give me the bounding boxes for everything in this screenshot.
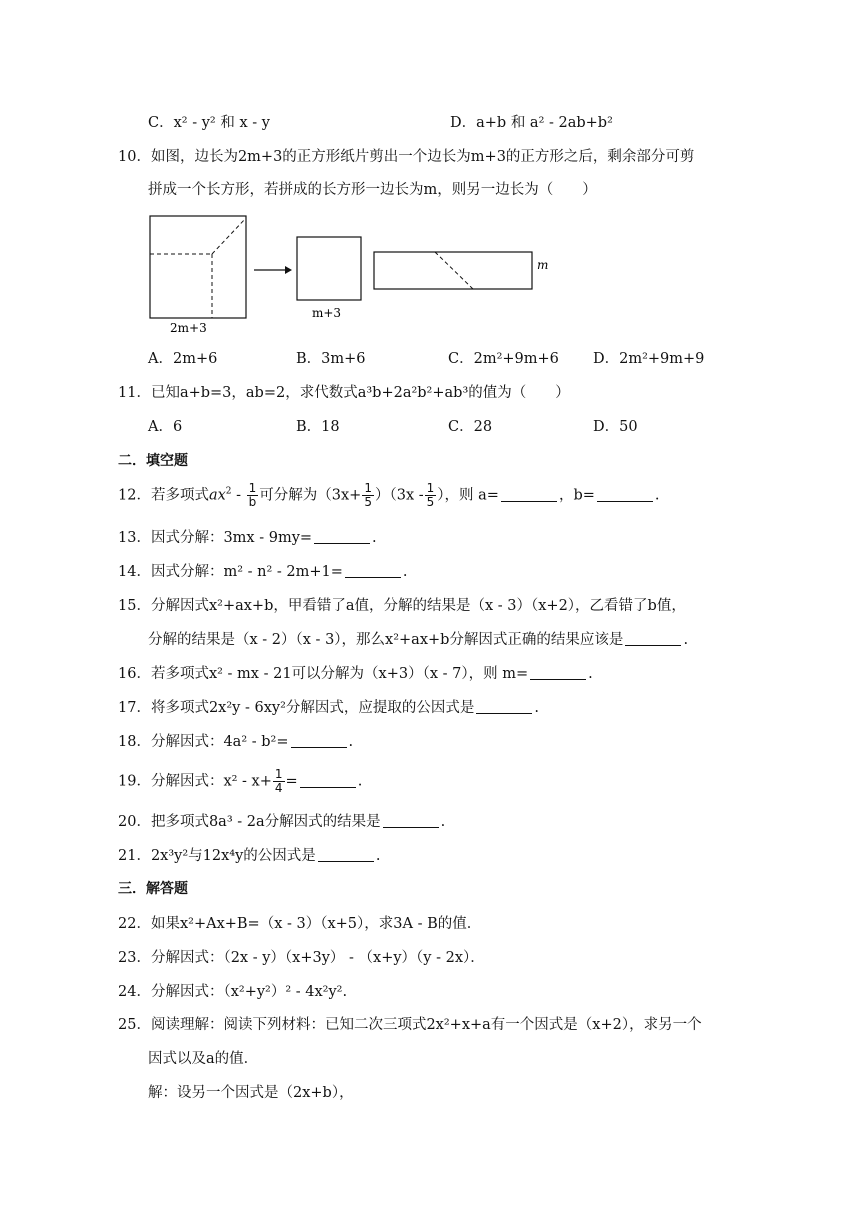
question-text: 因式分解：3mx - 9my= <box>150 530 313 546</box>
option-text: x² - y² 和 x - y <box>173 115 270 131</box>
q13-line: 13．因式分解：3mx - 9my= . <box>118 530 377 546</box>
question-text: 分解因式：（2x - y）（x+3y） - （x+y）（y - 2x）． <box>150 950 485 966</box>
question-text: 分解因式：（x²+y²）² - 4x²y². <box>150 984 348 1000</box>
q20-line: 20．把多项式8a³ - 2a分解因式的结果是 . <box>118 814 446 830</box>
answer-blank[interactable] <box>501 489 557 502</box>
q10-option-c: C．2m²+9m+6 <box>448 351 559 367</box>
q15-line2: 分解的结果是（x - 2）（x - 3），那么x²+ax+b分解因式正确的结果应该是 . <box>148 632 689 648</box>
q10-option-b: B．3m+6 <box>296 351 366 367</box>
answer-blank[interactable] <box>383 815 439 828</box>
question-text: 分解因式：x² - x+ <box>150 773 272 790</box>
question-text: 若多项式 <box>150 487 209 504</box>
q9-option-c <box>148 116 270 131</box>
q11-line <box>118 386 570 401</box>
q22-line <box>118 917 481 932</box>
question-number: 19． <box>118 773 151 790</box>
q11-option-d: D．50 <box>593 419 638 435</box>
q19-line: 19．分解因式：x² - x+ $\frac{1}{4}$ = . <box>118 767 363 795</box>
q23-line <box>118 951 485 966</box>
question-text: 分解因式x²+ax+b，甲看错了a值，分解的结果是（x - 3）（x+2），乙看错了b值， <box>150 598 686 614</box>
label-small-square: m+3 <box>312 306 342 320</box>
question-number: 16． <box>118 666 151 682</box>
question-text: 2x³y²与12x⁴y的公因式是 <box>150 848 316 864</box>
q9-option-d <box>450 116 613 131</box>
question-number: 21． <box>118 848 151 864</box>
question-number: 22． <box>118 916 151 932</box>
answer-blank[interactable] <box>300 775 356 788</box>
rect-diag-cut <box>435 252 473 289</box>
fraction-numerator: 1 <box>426 481 435 495</box>
fraction <box>425 482 437 509</box>
question-text: 如果x²+Ax+B=（x - 3）（x+5），求3A - B的值． <box>150 916 482 932</box>
question-number: 15． <box>118 598 151 614</box>
question-number: 14． <box>118 564 151 580</box>
question-number: 17． <box>118 700 151 716</box>
question-text: 分解因式：4a² - b²= <box>150 734 289 750</box>
result-rectangle <box>374 252 532 289</box>
question-text: ）（3x - <box>374 487 424 504</box>
answer-blank[interactable] <box>318 849 374 862</box>
q14-line: 14．因式分解：m² - n² - 2m+1= . <box>118 564 408 580</box>
question-number: 23． <box>118 950 151 966</box>
answer-blank[interactable] <box>314 531 370 544</box>
big-square <box>150 216 246 318</box>
question-number: 10． <box>118 149 151 165</box>
answer-blank[interactable] <box>625 633 681 646</box>
answer-blank[interactable] <box>291 735 347 748</box>
q10-line2: 拼成一个长方形，若拼成的长方形一边长为m，则另一边长为（ ） <box>148 182 597 198</box>
question-text: 已知a+b=3，ab=2，求代数式a³b+2a²b²+ab³的值为（ ） <box>150 385 570 401</box>
q11-option-a: A．6 <box>148 419 183 435</box>
cut-line-diag <box>212 218 246 254</box>
fraction <box>247 482 259 509</box>
fraction <box>273 768 285 795</box>
q24-line <box>118 985 347 1000</box>
section-heading-solutions: 三．解答题 <box>118 881 188 897</box>
answer-blank[interactable] <box>476 701 532 714</box>
q25-line2: 因式以及a的值． <box>148 1051 259 1067</box>
q10-option-a: A．2m+6 <box>148 351 218 367</box>
label-big-square: 2m+3 <box>170 321 207 335</box>
question-number: 18． <box>118 734 151 750</box>
q25-line3: 解：设另一个因式是（2x+b）， <box>148 1085 354 1101</box>
fraction-numerator: 1 <box>274 767 283 781</box>
option-text: a+b 和 a² - 2ab+b² <box>476 115 613 131</box>
option-label: C． <box>148 115 174 131</box>
question-number: 11． <box>118 385 151 401</box>
question-number: 20． <box>118 814 151 830</box>
q10-figure <box>140 210 560 335</box>
question-text: 可分解为（3x+ <box>259 487 362 504</box>
q12-line: 12．若多项式$ax^2$ - $\frac{1}{b}$ 可分解为（3x+ $\frac{1}{5}$ ）（3x - $\frac{1}{5}$ ），则 a= ，b= . <box>118 481 660 509</box>
question-number: 24． <box>118 984 151 1000</box>
q17-line: 17．将多项式2x²y - 6xy²分解因式，应提取的公因式是 . <box>118 700 539 716</box>
answer-blank[interactable] <box>530 667 586 680</box>
fraction-denominator: 5 <box>364 495 372 509</box>
q10-line1 <box>118 150 694 165</box>
answer-blank[interactable] <box>345 565 401 578</box>
fraction-denominator: b <box>248 495 257 509</box>
q10-option-d: D．2m²+9m+9 <box>593 351 705 367</box>
option-label: D． <box>450 115 477 131</box>
q11-option-c: C．28 <box>448 419 493 435</box>
question-text: 分解的结果是（x - 2）（x - 3），那么x²+ax+b分解因式正确的结果应该是 <box>148 632 624 648</box>
question-number: 12． <box>118 487 151 504</box>
small-square <box>297 237 361 300</box>
question-text: 阅读理解：阅读下列材料：已知二次三项式2x²+x+a有一个因式是（x+2），求另一个 <box>150 1017 702 1033</box>
question-text: ，b= <box>558 487 595 504</box>
question-number: 25． <box>118 1017 151 1033</box>
q11-option-b: B．18 <box>296 419 340 435</box>
fraction-numerator: 1 <box>364 481 372 495</box>
question-text: 若多项式x² - mx - 21可以分解为（x+3）（x - 7），则 m= <box>150 666 529 682</box>
q15-line1 <box>118 599 686 614</box>
question-text: 把多项式8a³ - 2a分解因式的结果是 <box>150 814 381 830</box>
fraction-numerator: 1 <box>248 481 257 495</box>
question-number: 13． <box>118 530 151 546</box>
q25-line1 <box>118 1018 702 1033</box>
q21-line: 21．2x³y²与12x⁴y的公因式是 . <box>118 848 381 864</box>
fraction-denominator: 5 <box>426 495 435 509</box>
question-text: = <box>285 773 298 790</box>
question-text: ），则 a= <box>437 487 499 504</box>
answer-blank[interactable] <box>597 489 653 502</box>
q18-line: 18．分解因式：4a² - b²= . <box>118 734 354 750</box>
fraction <box>362 482 374 509</box>
question-text: 如图，边长为2m+3的正方形纸片剪出一个边长为m+3的正方形之后，剩余部分可剪 <box>150 149 695 165</box>
section-heading-fill-blank: 二．填空题 <box>118 453 188 469</box>
q16-line: 16．若多项式x² - mx - 21可以分解为（x+3）（x - 7），则 m= . <box>118 666 593 682</box>
fraction-denominator: 4 <box>274 781 283 795</box>
question-text: 因式分解：m² - n² - 2m+1= <box>150 564 343 580</box>
label-rect-side: m <box>537 258 549 272</box>
question-text: 将多项式2x²y - 6xy²分解因式，应提取的公因式是 <box>150 700 475 716</box>
